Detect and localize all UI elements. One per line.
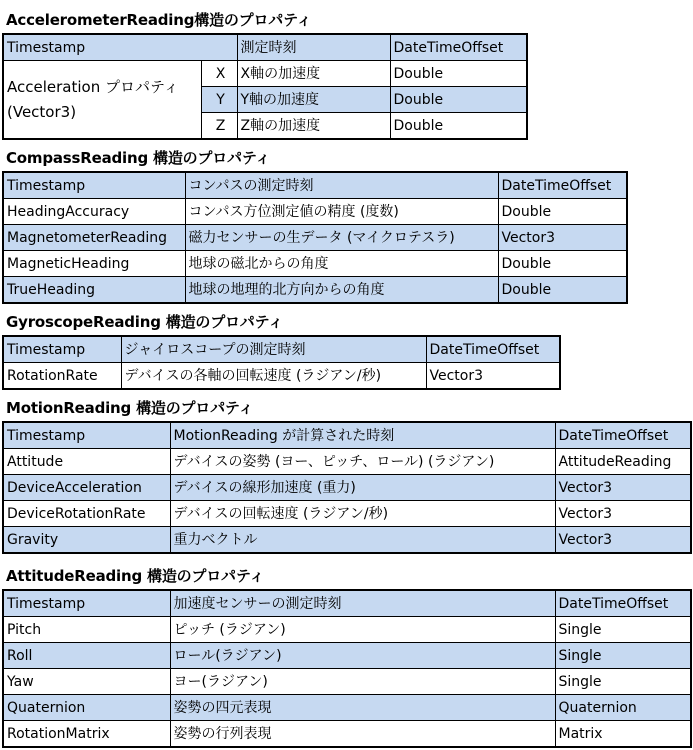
property-type: Single bbox=[555, 643, 691, 669]
property-desc: デバイスの線形加速度 (重力) bbox=[170, 475, 555, 501]
property-name: Timestamp bbox=[3, 34, 237, 61]
property-type: Vector3 bbox=[555, 501, 691, 527]
accelerometer-heading: AccelerometerReading構造のプロパティ bbox=[6, 11, 312, 29]
property-desc: デバイスの各軸の回転速度 (ラジアン/秒) bbox=[121, 363, 426, 390]
property-desc: コンパスの測定時刻 bbox=[185, 172, 498, 199]
property-type: AttitudeReading bbox=[555, 449, 691, 475]
property-desc: MotionReading が計算された時刻 bbox=[170, 422, 555, 449]
property-name: Timestamp bbox=[3, 422, 170, 449]
property-type: Single bbox=[555, 669, 691, 695]
accelerometer-table bbox=[2, 33, 528, 140]
property-type: DateTimeOffset bbox=[555, 422, 691, 449]
property-type: Vector3 bbox=[555, 527, 691, 554]
property-desc: ロール(ラジアン) bbox=[170, 643, 555, 669]
property-desc: 磁力センサーの生データ (マイクロテスラ) bbox=[185, 225, 498, 251]
property-desc: 測定時刻 bbox=[237, 34, 390, 61]
property-name: RotationRate bbox=[3, 363, 121, 390]
property-name: TrueHeading bbox=[3, 277, 185, 304]
table-row bbox=[3, 695, 691, 721]
property-name: Timestamp bbox=[3, 172, 185, 199]
property-name: Pitch bbox=[3, 617, 170, 643]
axis-label: Z bbox=[201, 113, 237, 140]
property-desc: Z軸の加速度 bbox=[237, 113, 390, 140]
property-type: Matrix bbox=[555, 721, 691, 748]
property-desc: X軸の加速度 bbox=[237, 61, 390, 87]
property-type: DateTimeOffset bbox=[426, 336, 560, 363]
property-type: Single bbox=[555, 617, 691, 643]
property-type: Vector3 bbox=[555, 475, 691, 501]
property-type: Vector3 bbox=[498, 225, 627, 251]
table-row bbox=[3, 336, 560, 363]
property-desc: 姿勢の行列表現 bbox=[170, 721, 555, 748]
property-type: Double bbox=[390, 113, 527, 140]
property-type: Double bbox=[498, 199, 627, 225]
motion-table bbox=[2, 421, 692, 554]
table-row bbox=[3, 590, 691, 617]
table-row bbox=[3, 643, 691, 669]
table-row bbox=[3, 225, 627, 251]
property-name: Gravity bbox=[3, 527, 170, 554]
property-desc: 姿勢の四元表現 bbox=[170, 695, 555, 721]
property-name: MagnetometerReading bbox=[3, 225, 185, 251]
property-name: HeadingAccuracy bbox=[3, 199, 185, 225]
property-name: DeviceRotationRate bbox=[3, 501, 170, 527]
table-row bbox=[3, 172, 627, 199]
gyroscope-table bbox=[2, 335, 561, 390]
property-name: Roll bbox=[3, 643, 170, 669]
table-row bbox=[3, 199, 627, 225]
table-row bbox=[3, 277, 627, 304]
table-row bbox=[3, 34, 527, 61]
property-name: DeviceAcceleration bbox=[3, 475, 170, 501]
table-row bbox=[3, 501, 691, 527]
table-row bbox=[3, 61, 527, 87]
property-desc: ヨー(ラジアン) bbox=[170, 669, 555, 695]
attitude-heading: AttitudeReading 構造のプロパティ bbox=[6, 567, 265, 585]
table-row bbox=[3, 527, 691, 554]
table-row bbox=[3, 251, 627, 277]
table-row bbox=[3, 449, 691, 475]
table-row bbox=[3, 721, 691, 748]
property-name: Attitude bbox=[3, 449, 170, 475]
motion-heading: MotionReading 構造のプロパティ bbox=[6, 399, 254, 417]
property-name: Quaternion bbox=[3, 695, 170, 721]
compass-table bbox=[2, 171, 628, 304]
acceleration-type-label: (Vector3) bbox=[7, 102, 77, 121]
table-row bbox=[3, 363, 560, 390]
property-desc: ジャイロスコープの測定時刻 bbox=[121, 336, 426, 363]
property-name: Yaw bbox=[3, 669, 170, 695]
table-row bbox=[3, 475, 691, 501]
property-name: MagneticHeading bbox=[3, 251, 185, 277]
property-name: Timestamp bbox=[3, 590, 170, 617]
property-desc: 地球の地理的北方向からの角度 bbox=[185, 277, 498, 304]
property-name: Timestamp bbox=[3, 336, 121, 363]
property-desc: 重力ベクトル bbox=[170, 527, 555, 554]
property-desc: デバイスの回転速度 (ラジアン/秒) bbox=[170, 501, 555, 527]
property-desc: Y軸の加速度 bbox=[237, 87, 390, 113]
property-type: Double bbox=[390, 87, 527, 113]
property-name: RotationMatrix bbox=[3, 721, 170, 748]
gyroscope-heading: GyroscopeReading 構造のプロパティ bbox=[6, 313, 283, 331]
property-type: DateTimeOffset bbox=[555, 590, 691, 617]
table-row bbox=[3, 669, 691, 695]
property-type: DateTimeOffset bbox=[498, 172, 627, 199]
property-type: DateTimeOffset bbox=[390, 34, 527, 61]
property-type: Double bbox=[498, 251, 627, 277]
property-desc: 地球の磁北からの角度 bbox=[185, 251, 498, 277]
acceleration-label: Acceleration プロパティ bbox=[7, 77, 179, 96]
table-row bbox=[3, 422, 691, 449]
property-desc: コンパス方位測定値の精度 (度数) bbox=[185, 199, 498, 225]
axis-label: Y bbox=[201, 87, 237, 113]
table-row bbox=[3, 617, 691, 643]
property-type: Double bbox=[498, 277, 627, 304]
attitude-table bbox=[2, 589, 692, 748]
property-desc: デバイスの姿勢 (ヨー、ピッチ、ロール) (ラジアン) bbox=[170, 449, 555, 475]
property-desc: ピッチ (ラジアン) bbox=[170, 617, 555, 643]
property-type: Double bbox=[390, 61, 527, 87]
compass-heading: CompassReading 構造のプロパティ bbox=[6, 149, 271, 167]
property-desc: 加速度センサーの測定時刻 bbox=[170, 590, 555, 617]
acceleration-property-cell bbox=[3, 61, 201, 140]
axis-label: X bbox=[201, 61, 237, 87]
property-type: Vector3 bbox=[426, 363, 560, 390]
property-type: Quaternion bbox=[555, 695, 691, 721]
